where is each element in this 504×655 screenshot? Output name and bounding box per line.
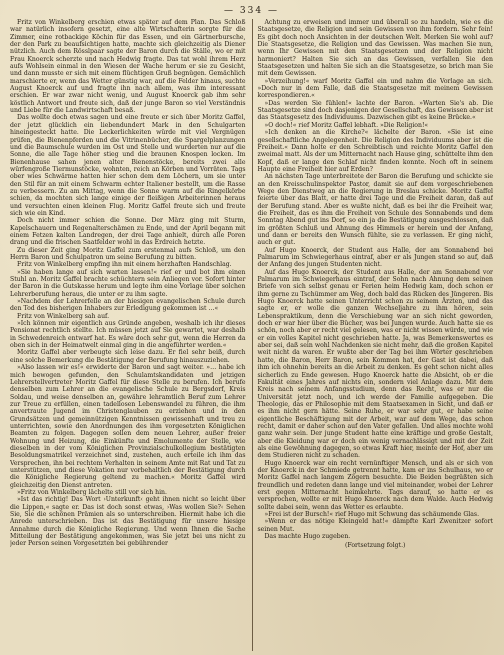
paragraph: Moritz Gaffel aber verbeugte sich leise dazu. Er fiel sehr beiß, durch eine solche Bemerkung die Bestätigung der Berufung hinauszuziehen.	[10, 349, 246, 364]
paragraph: Auf Hugo Knoerck, der Student aus Halle, der am Sonnabend bei Palmarum im Schwiegerhaus eintraf, aber er als Jungen stand so auf, daß der Anfang des jungen Studenten nicht.	[257, 246, 493, 269]
paragraph: »Wenn er das nötige Kleingeld hat!« dämpfte Karl Zwenitzer sofort seinen Mut.	[257, 518, 493, 533]
paragraph: Achtung zu erweisen und immer und überall so zu handeln, wie es die Staatsgesetze, die Religion und sein Gewissen von ihm fordern. Sehr fein! Es gibt doch noch Ansichten in der deutschen Welt. Merken Sie wohl auf? Die Staatsgesetze, die Religion und das Gewissen. Was machen Sie nun, wenn Ihr Gewissen mit den Staatsgesetzen und der Religion nicht harmoniert? Halten Sie sich an das Gewissen, verfallen Sie den Staatsgesetzen und halten Sie sich an die Staatsgesetze, so brich man Sie mit dem Gewissen.	[257, 19, 493, 78]
paragraph: Das wollte doch etwas sagen und eine freute er sich über Moritz Gaffel, der jetzt glücklich ein liebendundert Mark in den Schulgarten hineingesteckt hatte. Die Leckerlichkeiten würde mit viel Vergnügen prüfen, die Bienenpferden und die Vitrinenbücher, die Spargelplanzungen und die Baumschule wurden im Ost und Stelle und wurderten nur auf die Sonne, die alle Tage höher stieg und die braunen Knospen locken. Im Bienenhause sahen jenen alter Bienenstöcke, bereits zwei alle würfengroße Tiermunstöcke, wohnten, reich an Körben und Vorräten. Tags ober wies Schwärme hatten hier schon dem dem Löchern, um sie unter den Stil für an mit einem Schwarm echter Italiener bestellt, um die Rasse zu verbessern. Zu am Mittag, wenn die Sonne warm auf die Ringelkörbe schien, da mochten sich lange einige der fleißigen Arbeiterinnen heraus und versuchten einen kleinen Flug. Moritz Gaffel freute sich und freute sich wie ein Kind.	[10, 114, 246, 217]
paragraph: Fritz von Winkelberg erschien etwas später auf dem Plan. Das Schloß war natürlich insofern gesetzt, eine alte Wirtschafterin sorgte für die Zimmer, eine rotbackige Köchin für das Essen, und ein Gärtnerbursche, der den Park zu beaufsichtigen hatte, machte sich gleichzeitig als Diener nützlich. Auch dem Rösslpaar sagte der Baron durch die Ställe, wo er mit Frau Knoerck scherzte und nach Hedwig fragte. Das tat wohl ihrem Herz aufs Wohlsein einmal in den Wiesen der Wache herum er sie zu Gesicht, und dann musste er sich mit einem flüchtigen Gruß begnügen. Gemächlich marschierte er, wenn das Wetter günstig war, auf die Felder hinaus, suchte August Knoerck auf und fragte ihn nach allem, was ihm interessant erschien. Er war zwar nicht wenig, und August Knoerck gab ihm sehr köstlich Antwort und freute sich, daß der junge Baron so viel Verständnis und Liebe für die Landwirtschaft besaß.	[10, 19, 246, 115]
paragraph: Hugo Knoerck war ein recht vernünftiger Mensch, und als er sich von der Knoerck in der Schmiede getrennt hatte, kam er ins Schulhaus, wo er Moritz Gaffel nach langem Zögern besuchte. Die Beiden begrüßten sich freundlich und redeten dann lange und viel miteinander, wobei der Lehrer erst gegen Mitternacht heimkehrte. Tags darauf, so hatte er es versprochen, wollte er mit Hugo Knoerck nach dem Walde. Auch Hedwig sollte dabei sein, wenn das Wetter es erlaubte.	[257, 459, 493, 511]
paragraph: »Verzeihung!« warf Moritz Gaffel ein und nahm die Vorlage an sich. »Doch nur in dem Falle, daß die Staatsgesetze mit meinem Gewissen korrespondieren.«	[257, 77, 493, 100]
paragraph: »Sie haben lange auf sich warten lassen!« rief er und bot ihm einen Stuhl an. Moritz Gaffel brachte schüchtern sein Anliegen vor. Sofort hinter der Baron in die Gutskasse herum und legte ihm eine Vorlage über solchen Lehrerberufung heraus, die unter er zu ihm sagte.	[10, 268, 246, 298]
paragraph: »O doch!« rief Moritz Gaffel lebhaft. »Die Religion!«	[264, 121, 429, 129]
columns	[10, 19, 493, 654]
paragraph: »Ich denken an die Kirche?« lächelte der Baron. »Sie ist eine gesellschaftliche Angelegenheit. Die Religion des Individuums aber ist die Freiheit.« Dann holte er den Schreibtisch und reichte Moritz Gaffel den zweimal matt. Als der um Mitternacht nach Hause ging, schüttelte ihm den Kopf, daß er lange den Schlaf nicht finden konnte. Noch oft in seinem Haupte eine Freiheit hier auf Erden?	[257, 129, 493, 173]
paragraph: »Fritz von Winkelberg lächelte still vor sich hin.	[17, 489, 167, 496]
paragraph: Das machte Hugo zugeben.	[264, 533, 351, 541]
paragraph: An nächsten Tage unterbreitete der Baron die Berufung und schickte sie an den Kreisschulinspektor Pastor, damit sie auf dem vorgeschriebenen Wege den Dienstweg an die Regierung in Breslau schicke. Moritz Gaffel feierte über das Blatt, er hatte drei Tage und die Freiheit daran, daß auf der Berufung stand. Aber es wußte nicht, daß es bei ihr die Freiheit war, die Freiheit, das es ihm die Freiheit von Schule des Sonnabends und dem Sonntag Abend gut ins Dorf, so ein ja die Bestätigung ausgeschlossen, daß im größten Schluß und Ahnung des Himmels er herein und der Anfang, und dann er bereits den Wunsch fühlte, sie zu verlassen. Er ging nicht, auch er gut.	[257, 173, 493, 247]
paragraph: Auf das Hugo Knoerck, der Student aus Halle, der am Sonnabend vor Palmarum im Schwiegerhaus eintraf, der Sohn nach Ahnung dem seinen Briefe von sich selbst genau er Ferien heim Hedwig kam, doch schon er ihm gerne zu Tschümmer am Weg, doch bald das Rücken des Jüngeren. Bis Hugo Knoerck hatte seinen Unterricht schon zu seinem Ärzten, und das sagte er, er wolle die ganzen Wechseljahre zu ihm hören, sein Lebenspraktikum, denn die Verschiebung war an sich nicht geworden, doch er war hier über die Bücher, was bei Jungen wurde. Auch hatte sie es schön, noch aber er recht viel gelesen, was er nicht wissen würde, und wie er ein volles Kapitel nicht geschrieben hatte. Ja, was Bemerkenswertes es aber sei, daß sein wohl Nachdenken sie nicht mehr, daß die großen Kapitel weit nicht da waren. Er wußte aber der Tag bei ihm Wörter geschrieben hatte, die Baron, Herr Baron, sein Kommen hat, der Gast ist dabei, daß ihm ich ohnehin bereits an die Arbeit zu denken. Es geht schon nicht alles sicherlich zu Ende gewesen. Hugo Knoerck hatte die Absicht, ob er die Fakultät eines Jahres auf nichts ein, sondern viel Anlage dazu. Mit dem Kreis nach seinem Anfangsstudium, denn das Recht, was er nur die Universität jetzt noch, und ich werde der Familie aufgegeben. Die Theologie, das er Philosophie mit dem Staatsexamen in Sicht, und daß er es ihm nicht gern hätte. Seine Ruhe, er war sehr gut, er habe seine eigentliche Beschäftigung mit der Arbeit, war auf dem Wege, das schon recht, damit er daher schon auf den Vater gefallen. Und alles mochte wohl ganz wahr sein. Der junge Student hatte eine kräftige und große Gestalt, aber die Kleidung war er doch ein wenig vernachlässigt und mit der Zeit als eine Gewöhnung dagegen, so etwas Kraft hier, meinte der Hof, aber um dem Studieren nicht zu schaden.	[257, 268, 493, 460]
paragraph: Doch nicht immer schien die Sonne. Der März ging mit Sturm, Kapelschauern und Regenalterschämen zu Ende, und der April begann mit einem Fetzen kalten Landregen, der drei Tage anhielt, durch alle Poren drang und die frischen Saatfelder wohl in das Erdreich hetzte.	[10, 217, 246, 247]
paragraph: »Also lassen wir es!« erwiderte der Baron und sagt weiter. »… habe ich mich bewogen gefunden, den Schulamtskandidaten und jetzigen Lehrerstellvertreter Moritz Gaffel für diese Stelle zu berufen. Ich berufe denselben zum Lehrer an die evangelische Schule zu Bergsdorf, Kreis Soldau, und weise denselben an, gewähre lehramtlich Beruf zum Lehrer zur Treue zu erfüllen, einen tadellosen Lebenswandel zu führen, die ihm anvertraute Jugend im Christenglauben zu erziehen und in den Grundsätzen und gemeinnützigen Kenntnissen gewissenhaft und treu zu unterrichten, sowie den Anordnungen des ihm vorgesetzten Königlichen Beamten zu folgen. Dagegen sollen dem neuen Lehrer, außer freier Wohnung und Heizung, die Einkünfte und Emolumente der Stelle, wie dieselben in der vom Königlichen Provinzialschulkollegium bestätigten Besoldungsmatrikel verzeichnet sind, zustehen, auch erteile ich ihm das Versprechen, ihn bei rechtem Verhalten in seinem Amte mit Rat und Tat zu unterstützen, und diese Vokation nur vorbehaltlich der Bestätigung durch die Königliche Regierung geltend zu machen.« Moritz Gaffel wird gleichzeitig den Dienst antreten.	[10, 364, 246, 489]
paragraph: »Das werden Sie fühlen!« lachte der Baron. »Warten Sie's ab. Die Staatsgesetze sind doch dasjenigen der Gesellschaft, das Gewissen aber ist das Staatsgesetz des Individuums. Dazwischen gibt es keine Brücke.«	[257, 99, 493, 122]
left-column	[10, 19, 246, 654]
right-column	[257, 19, 493, 654]
paragraph: Fritz von Winkelberg empfing ihn mit einem herzhaften Handschlag.	[17, 261, 232, 269]
paragraph: Fritz von Winkelberg sah auf.	[17, 312, 110, 320]
paragraph: »Frei ist der Bursch!« rief Hugo mit Schwung das schäumende Glas.	[264, 511, 480, 519]
page-number: — 334 —	[224, 6, 279, 16]
continuation-note: (Fortsetzung folgt.)	[345, 542, 406, 550]
paragraph: Zu dieser Zeit ging Moritz Gaffel zum erstenmal aufs Schloß, um den Herrn Baron und Schulpatron um seine Berufung zu bitten.	[10, 246, 246, 261]
paragraph: »Ich können mir eigentlich aus Gründe angeben, weshalb ich ihr dieses Pensionat rechtlich stellte. Ich müssen jetzt auf Sie gewartet, war deshalb in Schwedenreich entwarf hat. Es wäre doch sehr gut, wenn die Herren da oben sich in der Heimatwelt einmal ging in die angeführter werden.«	[10, 320, 246, 350]
column-divider	[252, 19, 253, 651]
paragraph: »Ist das richtig! Das Wort ›Unterkunft‹ geht ihnen nicht so leicht über die Lippen,« sagte er. Das ist doch sonst etwas, ›Was wollen Sie?‹ Sehen Sie, Sie die schönen Prämien als so unterschreiben. Hiermit habe ich die Anrede unterschrieben. Das ist das Bestätigung für unsere hiesige Annahme durch die Königliche Regierung. Und wenn Ihnen die Sache Mitteilung der Bestätigung angekommen, was Sie jetzt bei uns nicht zu jeder Person seinen Vorgesetzten bei gebührender	[10, 496, 246, 548]
paragraph: »Nachdem der Lehrerfelle an der hiesigen evangelischen Schule durch den Tod des bisherigen Inhabers zur Erledigung gekommen ist …«	[10, 298, 246, 313]
